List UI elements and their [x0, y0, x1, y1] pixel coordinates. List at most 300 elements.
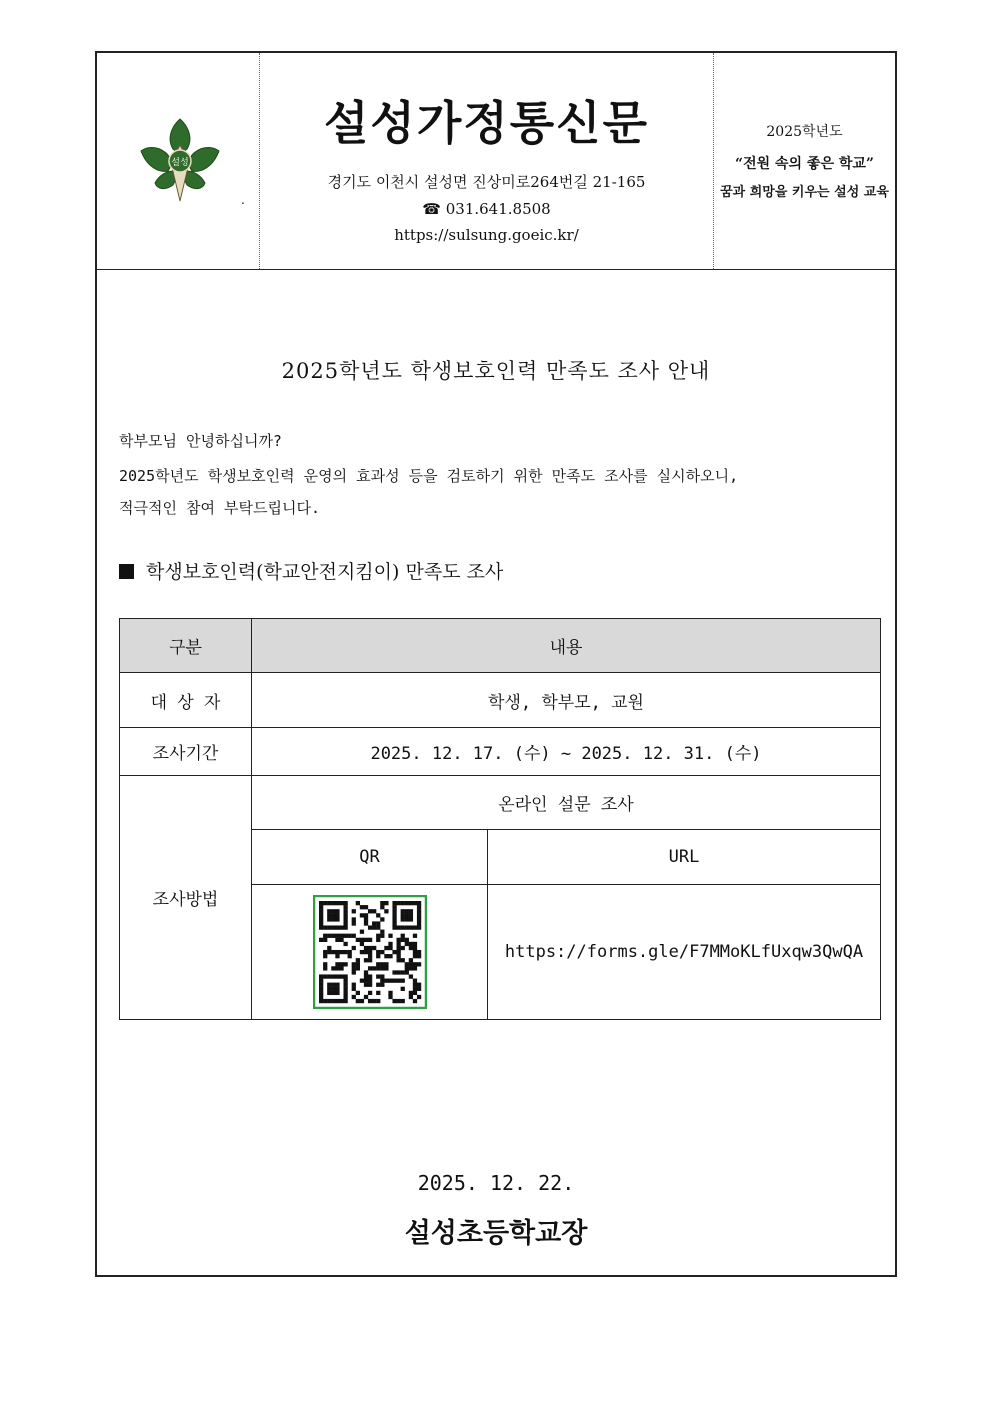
qr-module	[372, 966, 376, 970]
qr-module	[359, 942, 363, 946]
qr-module	[408, 925, 412, 929]
qr-module	[319, 925, 323, 929]
qr-module	[323, 954, 327, 958]
slogan-line-2: 꿈과 희망을 키우는 설성 교육	[720, 185, 889, 200]
qr-module	[380, 934, 384, 938]
qr-module	[335, 934, 339, 938]
qr-module	[372, 909, 376, 913]
qr-module	[339, 974, 343, 978]
qr-module	[327, 987, 331, 991]
qr-module	[343, 999, 347, 1003]
survey-table	[119, 618, 881, 1020]
qr-module	[376, 921, 380, 925]
qr-module	[347, 934, 351, 938]
qr-module	[396, 970, 400, 974]
qr-module	[359, 930, 363, 934]
target-label: 대 상 자	[120, 673, 252, 728]
qr-module	[343, 934, 347, 938]
qr-module	[335, 938, 339, 942]
qr-module	[363, 974, 367, 978]
qr-module	[408, 962, 412, 966]
qr-module	[347, 950, 351, 954]
qr-module	[408, 966, 412, 970]
qr-module	[408, 909, 412, 913]
qr-module	[367, 974, 371, 978]
qr-module	[319, 974, 323, 978]
qr-module	[367, 946, 371, 950]
qr-module	[404, 962, 408, 966]
qr-module	[396, 999, 400, 1003]
qr-module	[331, 966, 335, 970]
qr-module	[400, 958, 404, 962]
qr-module	[412, 983, 416, 987]
qr-module	[384, 979, 388, 983]
qr-module	[384, 966, 388, 970]
newsletter-header	[97, 53, 895, 270]
qr-module	[351, 921, 355, 925]
qr-module	[384, 909, 388, 913]
qr-cell	[252, 885, 488, 1020]
qr-module	[396, 938, 400, 942]
qr-module	[367, 999, 371, 1003]
qr-module	[327, 999, 331, 1003]
qr-module	[380, 966, 384, 970]
qr-module	[412, 999, 416, 1003]
qr-module	[388, 954, 392, 958]
qr-module	[396, 942, 400, 946]
qr-module	[327, 901, 331, 905]
qr-module	[376, 966, 380, 970]
qr-module	[355, 901, 359, 905]
qr-module	[323, 962, 327, 966]
qr-module	[404, 925, 408, 929]
qr-module	[343, 921, 347, 925]
qr-module	[363, 995, 367, 999]
qr-module	[343, 995, 347, 999]
qr-module	[416, 950, 420, 954]
qr-module	[412, 925, 416, 929]
qr-module	[408, 946, 412, 950]
header-dot: .	[241, 193, 245, 207]
period-label: 조사기간	[120, 728, 252, 776]
qr-module	[359, 913, 363, 917]
qr-module	[331, 987, 335, 991]
qr-module	[380, 917, 384, 921]
qr-module	[363, 946, 367, 950]
qr-module	[343, 925, 347, 929]
qr-module	[367, 925, 371, 929]
qr-module	[412, 934, 416, 938]
qr-module	[335, 917, 339, 921]
qr-module	[335, 913, 339, 917]
qr-module	[367, 991, 371, 995]
qr-module	[380, 974, 384, 978]
method-value: 온라인 설문 조사	[252, 776, 881, 830]
qr-module	[400, 925, 404, 929]
url-header: URL	[488, 830, 881, 885]
qr-module	[416, 987, 420, 991]
qr-module	[351, 946, 355, 950]
school-emblem-icon	[135, 115, 225, 205]
qr-module	[323, 999, 327, 1003]
qr-module	[331, 901, 335, 905]
qr-module	[408, 958, 412, 962]
qr-module	[363, 950, 367, 954]
qr-module	[327, 946, 331, 950]
qr-module	[331, 925, 335, 929]
qr-module	[343, 983, 347, 987]
qr-module	[396, 946, 400, 950]
qr-module	[392, 913, 396, 917]
qr-module	[343, 991, 347, 995]
qr-module	[376, 983, 380, 987]
qr-module	[412, 979, 416, 983]
qr-module	[335, 987, 339, 991]
qr-module	[400, 970, 404, 974]
qr-module	[343, 962, 347, 966]
table-row	[120, 673, 881, 728]
qr-module	[335, 909, 339, 913]
table-header-row	[120, 619, 881, 673]
qr-module	[355, 991, 359, 995]
qr-module	[404, 913, 408, 917]
qr-module	[335, 954, 339, 958]
qr-module	[343, 909, 347, 913]
qr-module	[388, 979, 392, 983]
qr-module	[384, 962, 388, 966]
qr-module	[351, 962, 355, 966]
qr-module	[367, 938, 371, 942]
qr-module	[367, 983, 371, 987]
qr-module	[327, 909, 331, 913]
section-heading	[119, 557, 503, 584]
qr-module	[384, 954, 388, 958]
qr-module	[339, 938, 343, 942]
qr-code-icon[interactable]	[313, 895, 427, 1009]
school-phone: ☎ 031.641.8508	[422, 200, 551, 218]
qr-module	[392, 909, 396, 913]
qr-module	[388, 942, 392, 946]
qr-module	[319, 987, 323, 991]
qr-module	[363, 979, 367, 983]
qr-module	[384, 901, 388, 905]
qr-module	[319, 995, 323, 999]
qr-module	[327, 925, 331, 929]
school-address: 경기도 이천시 설성면 진상미로264번길 21-165	[327, 173, 646, 191]
qr-module	[359, 905, 363, 909]
qr-module	[323, 925, 327, 929]
slogan-year: 2025학년도	[766, 124, 843, 140]
qr-module	[416, 901, 420, 905]
qr-module	[404, 942, 408, 946]
qr-module	[331, 913, 335, 917]
slogan-line-1: “전원 속의 좋은 학교”	[735, 156, 874, 172]
qr-module	[327, 983, 331, 987]
qr-module	[380, 905, 384, 909]
qr-module	[412, 954, 416, 958]
qr-module	[319, 938, 323, 942]
qr-module	[319, 999, 323, 1003]
qr-module	[319, 905, 323, 909]
qr-module	[412, 946, 416, 950]
qr-module	[343, 913, 347, 917]
qr-module	[331, 999, 335, 1003]
qr-module	[396, 958, 400, 962]
qr-module	[339, 934, 343, 938]
qr-module	[372, 946, 376, 950]
qr-module	[331, 983, 335, 987]
qr-module	[416, 995, 420, 999]
qr-module	[347, 954, 351, 958]
qr-module	[376, 934, 380, 938]
survey-url[interactable]: https://forms.gle/F7MMoKLfUxqw3QwQA	[488, 885, 881, 1020]
qr-module	[339, 966, 343, 970]
qr-module	[384, 946, 388, 950]
qr-module	[376, 962, 380, 966]
qr-module	[363, 983, 367, 987]
qr-module	[319, 921, 323, 925]
footer-date: 2025. 12. 22.	[417, 1171, 575, 1195]
qr-module	[335, 999, 339, 1003]
greeting-text: 학부모님 안녕하십니까?	[119, 432, 282, 450]
qr-module	[392, 917, 396, 921]
qr-module	[388, 946, 392, 950]
qr-module	[380, 901, 384, 905]
qr-module	[372, 921, 376, 925]
qr-module	[363, 921, 367, 925]
qr-module	[367, 979, 371, 983]
qr-module	[408, 974, 412, 978]
qr-module	[319, 991, 323, 995]
qr-module	[400, 999, 404, 1003]
qr-module	[367, 966, 371, 970]
qr-module	[343, 942, 347, 946]
qr-module	[392, 970, 396, 974]
qr-module	[392, 950, 396, 954]
qr-module	[335, 962, 339, 966]
qr-module	[363, 938, 367, 942]
qr-module	[380, 979, 384, 983]
qr-module	[351, 995, 355, 999]
qr-module	[392, 921, 396, 925]
qr-module	[376, 954, 380, 958]
qr-module	[327, 991, 331, 995]
qr-module	[351, 983, 355, 987]
qr-module	[339, 901, 343, 905]
qr-module	[380, 962, 384, 966]
qr-module	[351, 970, 355, 974]
qr-module	[335, 966, 339, 970]
qr-module	[355, 938, 359, 942]
qr-module	[319, 979, 323, 983]
qr-module	[327, 950, 331, 954]
qr-module	[400, 934, 404, 938]
qr-module	[319, 913, 323, 917]
qr-module	[343, 979, 347, 983]
qr-module	[412, 987, 416, 991]
qr-module	[351, 909, 355, 913]
qr-module	[359, 999, 363, 1003]
qr-module	[372, 999, 376, 1003]
qr-module	[380, 930, 384, 934]
qr-module	[416, 983, 420, 987]
qr-module	[408, 991, 412, 995]
qr-module	[343, 987, 347, 991]
qr-module	[367, 909, 371, 913]
qr-module	[376, 938, 380, 942]
qr-module	[416, 905, 420, 909]
qr-module	[408, 942, 412, 946]
qr-module	[392, 925, 396, 929]
qr-module	[323, 966, 327, 970]
qr-module	[412, 991, 416, 995]
qr-module	[367, 950, 371, 954]
qr-header: QR	[252, 830, 488, 885]
qr-module	[396, 950, 400, 954]
newsletter-title: 설성가정통신문	[323, 96, 650, 150]
qr-module	[367, 958, 371, 962]
qr-module	[335, 901, 339, 905]
footer-signature: 설성초등학교장	[404, 1218, 588, 1249]
qr-module	[412, 962, 416, 966]
qr-module	[400, 913, 404, 917]
qr-module	[335, 974, 339, 978]
header-category: 구분	[120, 619, 252, 673]
qr-module	[376, 991, 380, 995]
document-frame	[95, 51, 897, 1277]
qr-module	[380, 983, 384, 987]
qr-module	[331, 991, 335, 995]
qr-module	[363, 970, 367, 974]
qr-module	[351, 987, 355, 991]
qr-module	[363, 905, 367, 909]
qr-module	[323, 938, 327, 942]
table-row	[120, 776, 881, 830]
qr-module	[404, 909, 408, 913]
qr-module	[335, 925, 339, 929]
qr-module	[363, 913, 367, 917]
qr-module	[372, 925, 376, 929]
qr-module	[351, 966, 355, 970]
qr-module	[408, 913, 412, 917]
qr-module	[331, 950, 335, 954]
qr-module	[400, 901, 404, 905]
qr-module	[404, 901, 408, 905]
qr-module	[363, 958, 367, 962]
qr-module	[416, 921, 420, 925]
document-title: 2025학년도 학생보호인력 만족도 조사 안내	[281, 359, 711, 383]
qr-module	[400, 917, 404, 921]
logo-cell	[97, 53, 260, 269]
qr-module	[335, 950, 339, 954]
qr-module	[412, 966, 416, 970]
qr-module	[380, 950, 384, 954]
qr-module	[339, 962, 343, 966]
qr-module	[388, 995, 392, 999]
qr-module	[400, 946, 404, 950]
table-row	[120, 728, 881, 776]
qr-module	[404, 938, 408, 942]
target-value: 학생, 학부모, 교원	[252, 673, 881, 728]
qr-module	[416, 962, 420, 966]
qr-module	[343, 950, 347, 954]
qr-module	[355, 962, 359, 966]
qr-module	[343, 917, 347, 921]
qr-module	[392, 905, 396, 909]
qr-module	[343, 974, 347, 978]
qr-module	[319, 909, 323, 913]
qr-module	[327, 913, 331, 917]
section-title: 학생보호인력(학교안전지킴이) 만족도 조사	[146, 561, 504, 583]
qr-module	[331, 974, 335, 978]
body-line-1: 2025학년도 학생보호인력 운영의 효과성 등을 검토하기 위한 만족도 조사를 실시하오니,	[119, 467, 739, 485]
method-label: 조사방법	[120, 776, 252, 1020]
qr-module	[327, 917, 331, 921]
qr-module	[400, 987, 404, 991]
qr-module	[359, 938, 363, 942]
qr-module	[339, 950, 343, 954]
qr-module	[408, 901, 412, 905]
school-website[interactable]: https://sulsung.goeic.kr/	[394, 226, 579, 244]
qr-module	[323, 901, 327, 905]
qr-module	[331, 934, 335, 938]
qr-module	[392, 901, 396, 905]
qr-module	[392, 999, 396, 1003]
qr-module	[319, 901, 323, 905]
qr-module	[343, 905, 347, 909]
qr-module	[408, 917, 412, 921]
qr-module	[404, 966, 408, 970]
qr-module	[355, 999, 359, 1003]
body-line-2: 적극적인 참여 부탁드립니다.	[119, 499, 320, 517]
qr-module	[400, 909, 404, 913]
qr-module	[327, 974, 331, 978]
qr-module	[416, 913, 420, 917]
qr-module	[396, 954, 400, 958]
qr-module	[359, 979, 363, 983]
qr-module	[335, 991, 339, 995]
qr-module	[416, 909, 420, 913]
qr-module	[359, 950, 363, 954]
qr-module	[319, 917, 323, 921]
qr-module	[376, 950, 380, 954]
qr-module	[376, 913, 380, 917]
qr-module	[343, 901, 347, 905]
qr-module	[412, 901, 416, 905]
qr-module	[339, 999, 343, 1003]
qr-module	[339, 925, 343, 929]
qr-module	[400, 938, 404, 942]
qr-module	[388, 934, 392, 938]
qr-module	[396, 979, 400, 983]
qr-module	[376, 974, 380, 978]
qr-module	[367, 954, 371, 958]
period-value: 2025. 12. 17. (수) ~ 2025. 12. 31. (수)	[252, 728, 881, 776]
qr-module	[351, 934, 355, 938]
qr-module	[323, 934, 327, 938]
qr-module	[396, 901, 400, 905]
qr-module	[376, 999, 380, 1003]
qr-module	[327, 934, 331, 938]
header-content: 내용	[252, 619, 881, 673]
qr-module	[408, 995, 412, 999]
qr-module	[396, 925, 400, 929]
qr-module	[331, 909, 335, 913]
slogan-cell	[714, 53, 895, 269]
square-bullet-icon	[119, 564, 134, 579]
qr-module	[416, 954, 420, 958]
qr-module	[412, 950, 416, 954]
